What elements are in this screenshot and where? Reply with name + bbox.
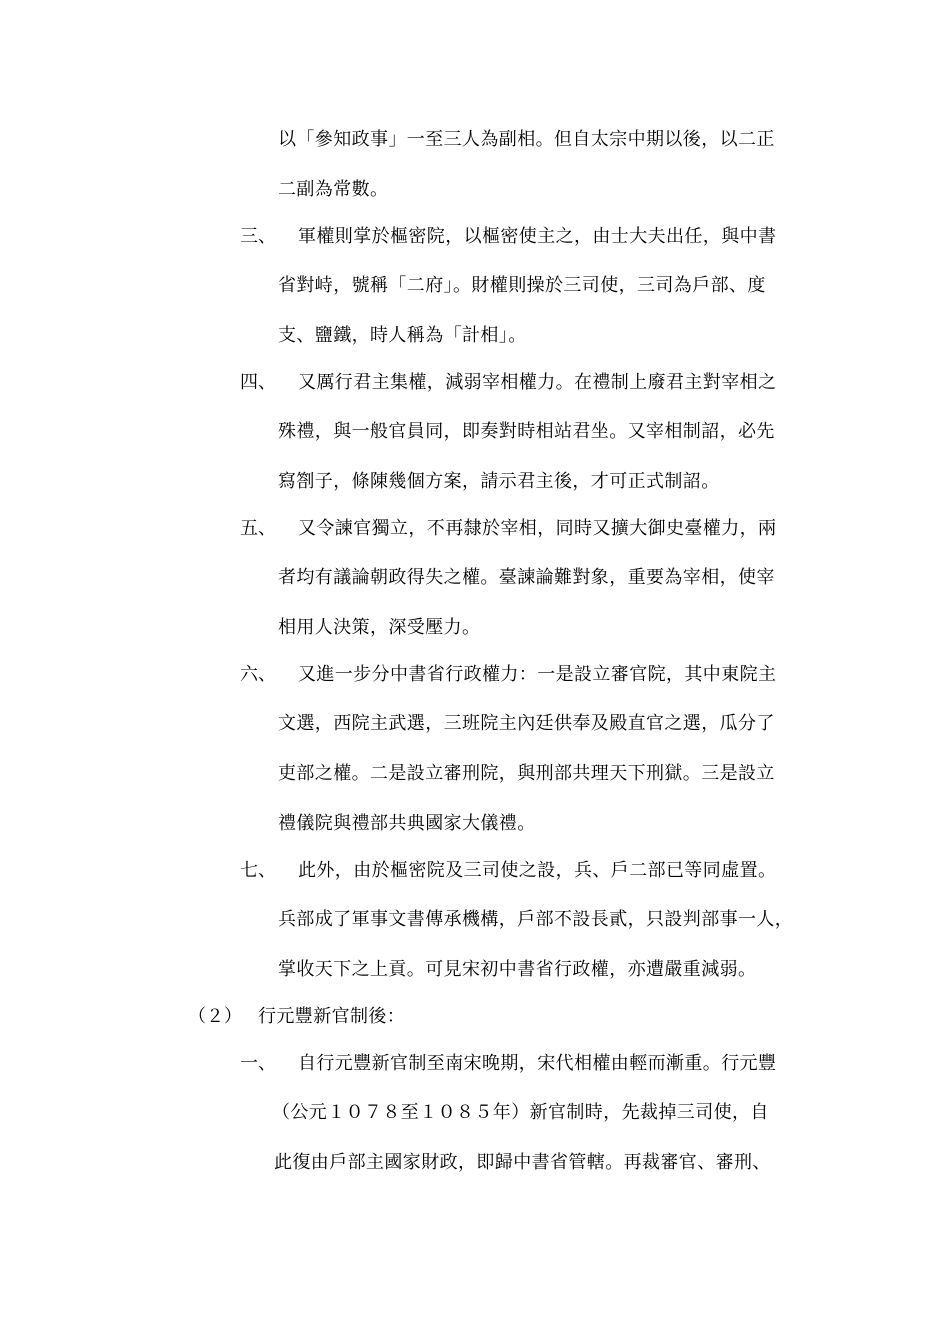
text-line: 者均有議論朝政得失之權。臺諫論難對象，重要為宰相，使宰 (278, 567, 775, 588)
text-line: 殊禮，與一般官員同，即奏對時相站君坐。又宰相制詔，必先 (278, 421, 775, 442)
text-line: 相用人決策，深受壓力。 (278, 617, 481, 638)
text-line: 寫劄子，條陳幾個方案，請示君主後，才可正式制詔。 (278, 471, 720, 492)
text-line: 兵部成了軍事文書傳承機構，戶部不設長貳，只設判部事一人， (278, 909, 794, 930)
text-line: 吏部之權。二是設立審刑院，與刑部共理天下刑獄。三是設立 (278, 763, 775, 784)
text-line: 禮儀院與禮部共典國家大儀禮。 (278, 813, 536, 834)
item-number: 一、 (240, 1053, 276, 1074)
item-number: 七、 (240, 860, 276, 881)
text-line: 二副為常數。 (278, 179, 389, 200)
item-number: 四、 (240, 372, 276, 393)
text-line: 此外，由於樞密院及三司使之設，兵、戶二部已等同虛置。 (298, 860, 777, 881)
text-line: 又令諫官獨立，不再隸於宰相，同時又擴大御史臺權力，兩 (298, 518, 777, 539)
item-number: 三、 (240, 226, 276, 247)
text-line: 自行元豐新官制至南宋晚期，宋代相權由輕而漸重。行元豐 (298, 1053, 777, 1074)
text-line: 又進一步分中書省行政權力：一是設立審官院，其中東院主 (298, 664, 777, 685)
text-line: 以「參知政事」一至三人為副相。但自太宗中期以後，以二正 (278, 129, 775, 150)
text-line: 支、鹽鐵，時人稱為「計相」。 (278, 325, 527, 346)
section-number: （２） (188, 1006, 242, 1027)
section-heading: 行元豐新官制後： (258, 1006, 406, 1027)
item-number: 五、 (240, 518, 276, 539)
text-line: 省對峙，號稱「二府」。財權則操於三司使，三司為戶部、度 (278, 275, 766, 296)
text-line: 文選，西院主武選，三班院主內廷供奉及殿直官之選，瓜分了 (278, 713, 775, 734)
item-number: 六、 (240, 664, 276, 685)
text-line: 掌收天下之上貢。可見宋初中書省行政權，亦遭嚴重減弱。 (278, 959, 757, 980)
text-line: 又厲行君主集權，減弱宰相權力。在禮制上廢君主對宰相之 (298, 372, 777, 393)
text-line: （公元１０７８至１０８５年）新官制時，先裁掉三司使，自 (272, 1102, 769, 1123)
text-line: 此復由戶部主國家財政，即歸中書省管轄。再裁審官、審刑、 (274, 1152, 771, 1173)
text-line: 軍權則掌於樞密院，以樞密使主之，由士大夫出任，與中書 (298, 226, 777, 247)
